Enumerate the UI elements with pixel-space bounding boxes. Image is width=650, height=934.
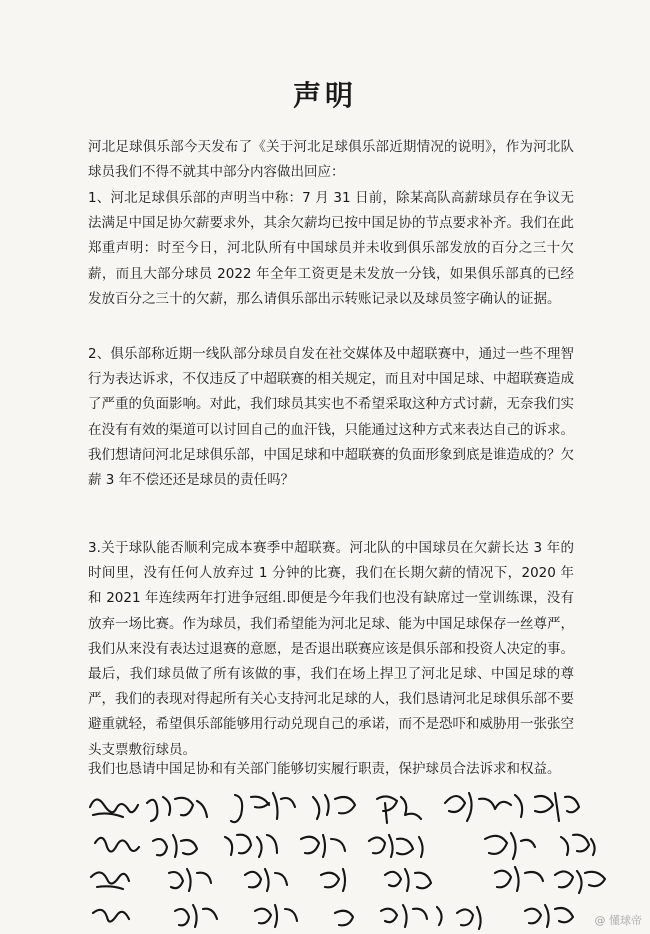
signature-stroke <box>457 907 481 929</box>
signature-stroke <box>321 869 345 891</box>
signature-stroke <box>169 869 211 891</box>
signature-stroke <box>153 835 197 857</box>
point-2-paragraph: 2、俱乐部称近期一线队部分球员自发在社交媒体及中超联赛中，通过一些不理智行为表达诉求，不仅违反了中超联赛的相关规定，而且对中国足球、中超联赛造成了严重的负面影响。对此，我们球员其实也不希望采取这种方式讨薪，无奈我们实在没有有效的渠道可以讨回自己的血汗钱，只能通过这种方式来表达自己的诉求。我们想请问河北足球俱乐部，中国足球和中超联赛的负面形象到底是谁造成的？欠薪 3 年不偿还还是球员的责任吗？ <box>88 346 574 489</box>
signature-stroke <box>95 838 139 852</box>
signature-stroke <box>369 835 423 857</box>
signature-stroke <box>301 835 345 857</box>
signature-stroke <box>495 867 543 891</box>
signature-stroke <box>445 793 522 821</box>
signature-stroke <box>93 910 129 922</box>
signature-stroke <box>231 793 295 822</box>
signature-stroke <box>90 799 138 817</box>
signature-stroke <box>525 905 573 927</box>
intro-paragraph: 河北足球俱乐部今天发布了《关于河北足球俱乐部近期情况的说明》，作为河北队球员我们不得不就其中部分内容做出回应： <box>88 139 574 181</box>
point-1-paragraph: 1、河北足球俱乐部的声明当中称：7 月 31 日前，除某高队高薪球员存在争议无法满足中国足协欠薪要求外，其余欠薪均已按中国足协的节点要求补齐。我们在此郑重声明：时至今日，河北队所有中国球员并未收到俱乐部发放的百分之三十欠薪，而且大部分球员 2022 年全年工资更是未发放一分钱，如果俱乐部真的已经发放百分之三十的欠薪，那么请俱乐部出示转账记录以及球员签字确认的证据。 <box>88 190 574 307</box>
watermark-text: @ 懂球帝 <box>594 914 642 927</box>
signature-stroke <box>485 833 535 859</box>
signature-stroke <box>561 835 595 855</box>
page-title: 声明 <box>292 79 357 112</box>
signature-stroke <box>91 872 129 889</box>
signature-stroke <box>555 871 605 893</box>
signature-stroke <box>377 796 421 823</box>
signature-stroke <box>225 835 277 857</box>
signature-stroke <box>255 905 297 927</box>
signature-stroke <box>175 905 217 927</box>
signature-stroke <box>535 793 579 821</box>
handwritten-signatures <box>85 785 625 933</box>
signature-stroke <box>313 795 355 819</box>
signature-stroke <box>245 869 287 891</box>
signature-stroke <box>335 911 353 926</box>
closing-paragraph: 我们也恳请中国足协和有关部门能够切实履行职责，保护球员合法诉求和权益。 <box>88 761 561 777</box>
signature-stroke <box>385 869 431 891</box>
signature-stroke <box>147 797 207 821</box>
signature-stroke <box>381 905 442 927</box>
point-3-paragraph: 3.关于球队能否顺利完成本赛季中超联赛。河北队的中国球员在欠薪长达 3 年的时间里，没有任何人放弃过 1 分钟的比赛，我们在长期欠薪的情况下，2020 年和 2021 年连续两年打进争冠组.即便是今年我们也没有缺席过一堂训练课，没有放弃一场比赛。作为球员，我们希望能为河北足球、能为中国足球保存一丝尊严，我们从来没有表达过退赛的意愿，是否退出联赛应该是俱乐部和投资人决定的事。最后，我们球员做了所有该做的事，我们在场上捍卫了河北足球、中国足球的尊严，我们的表现对得起所有关心支持河北足球的人，我们恳请河北足球俱乐部不要避重就轻，希望俱乐部能够用行动兑现自己的承诺，而不是恐吓和威胁用一张张空头支票敷衍球员。 <box>88 540 574 758</box>
